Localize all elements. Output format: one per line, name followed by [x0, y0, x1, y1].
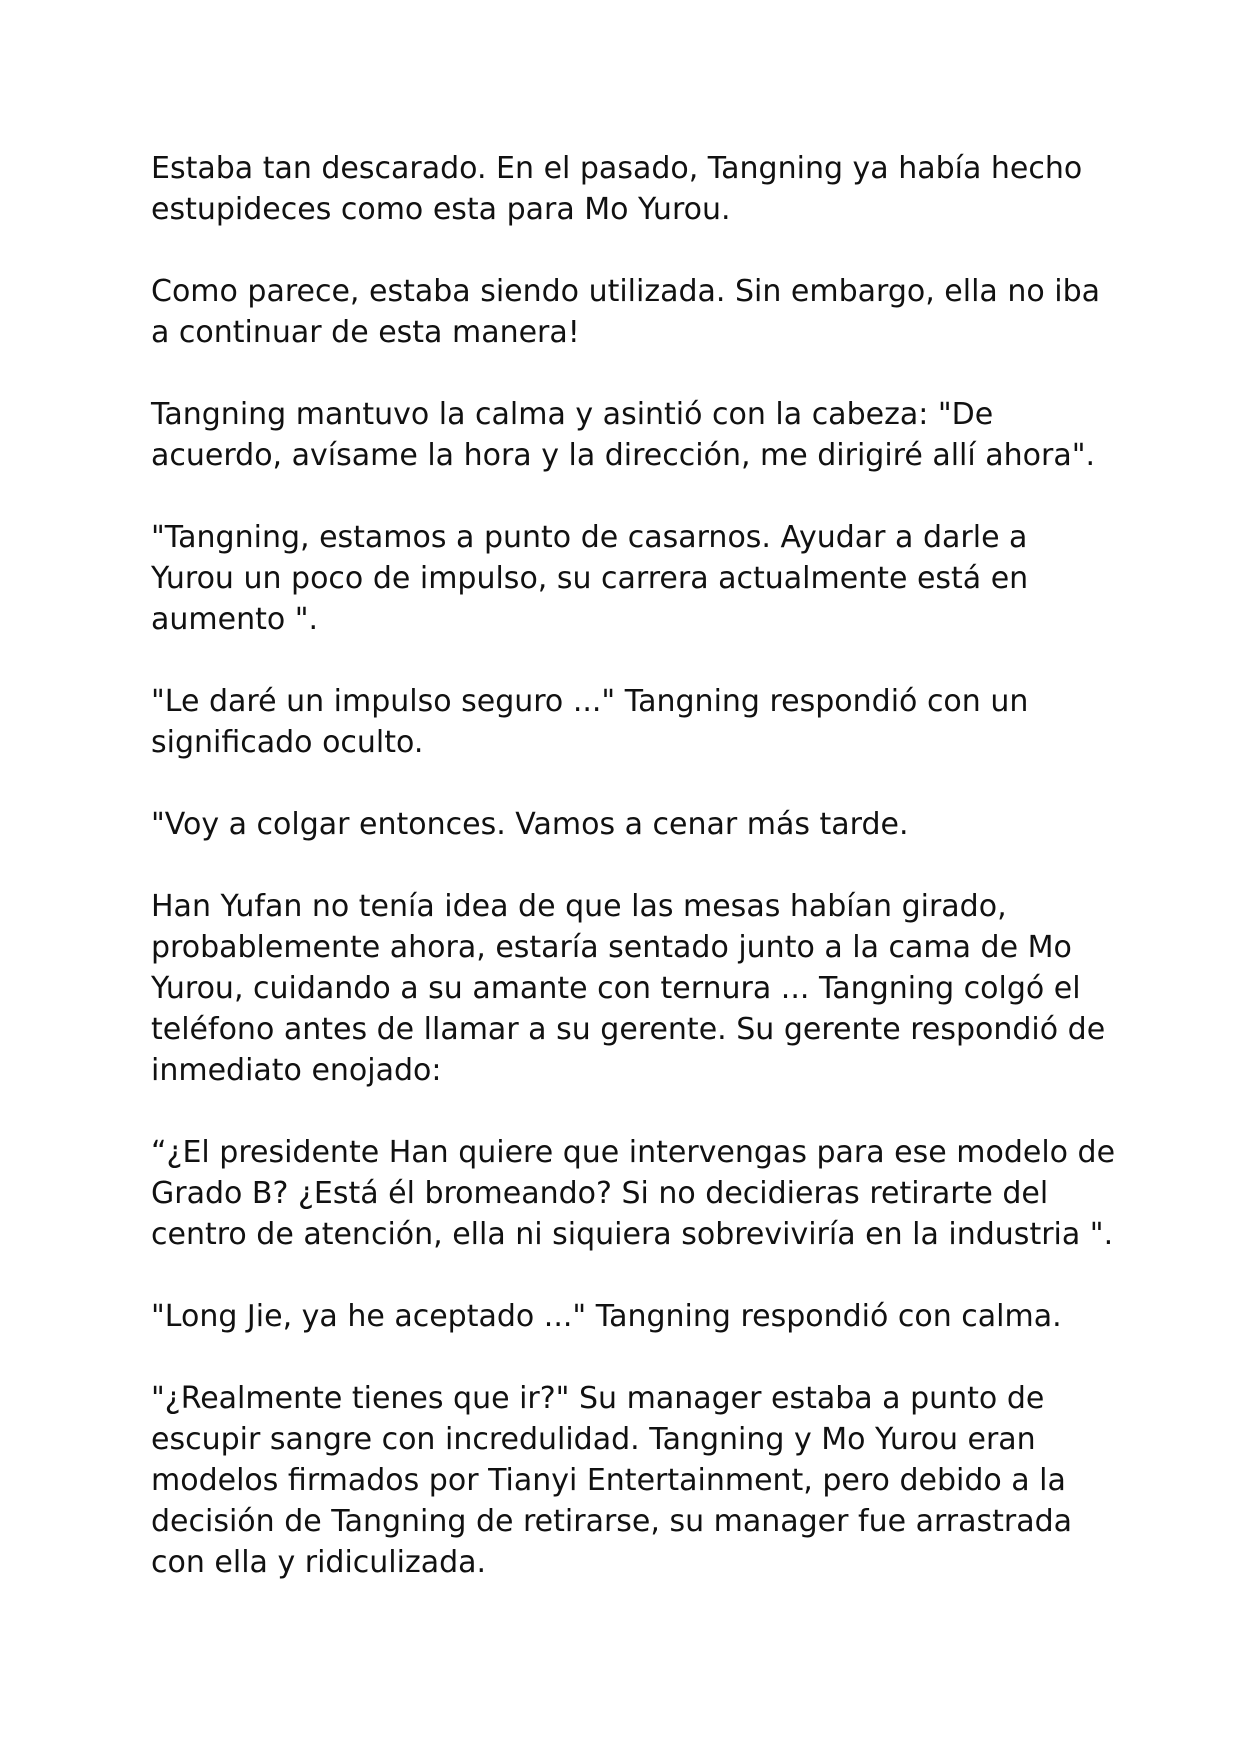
paragraph-6: "Voy a colgar entonces. Vamos a cenar más tarde.	[151, 807, 909, 842]
paragraph-1: Estaba tan descarado. En el pasado, Tangning ya había hecho estupideces como esta para Mo Yurou.	[151, 151, 1083, 227]
paragraph-9: "Long Jie, ya he aceptado ..." Tangning respondió con calma.	[151, 1299, 1062, 1334]
paragraph-8: “¿El presidente Han quiere que intervengas para ese modelo de Grado B? ¿Está él bromeando? Si no decidieras retirarte del centro de atención, ella ni siquiera sobreviviría en la industria ".	[151, 1135, 1116, 1252]
paragraph-4: "Tangning, estamos a punto de casarnos. Ayudar a darle a Yurou un poco de impulso, su carrera actualmente está en aumento ".	[151, 520, 1029, 637]
paragraph-2: Como parece, estaba siendo utilizada. Sin embargo, ella no iba a continuar de esta manera!	[151, 274, 1100, 350]
paragraph-10: "¿Realmente tienes que ir?" Su manager estaba a punto de escupir sangre con incredulidad. Tangning y Mo Yurou eran modelos firmados por Tianyi Entertainment, pero debido a la decisión de Tangning de retirarse, su manager fue arrastrada con ella y ridiculizada.	[151, 1381, 1073, 1580]
paragraph-7: Han Yufan no tenía idea de que las mesas habían girado, probablemente ahora, estaría sentado junto a la cama de Mo Yurou, cuidando a su amante con ternura ... Tangning colgó el teléfono antes de llamar a su gerente. Su gerente respondió de inmediato enojado:	[151, 889, 1106, 1088]
paragraph-3: Tangning mantuvo la calma y asintió con la cabeza: "De acuerdo, avísame la hora y la dirección, me dirigiré allí ahora".	[151, 397, 1096, 473]
paragraph-5: "Le daré un impulso seguro ..." Tangning respondió con un significado oculto.	[151, 684, 1029, 760]
